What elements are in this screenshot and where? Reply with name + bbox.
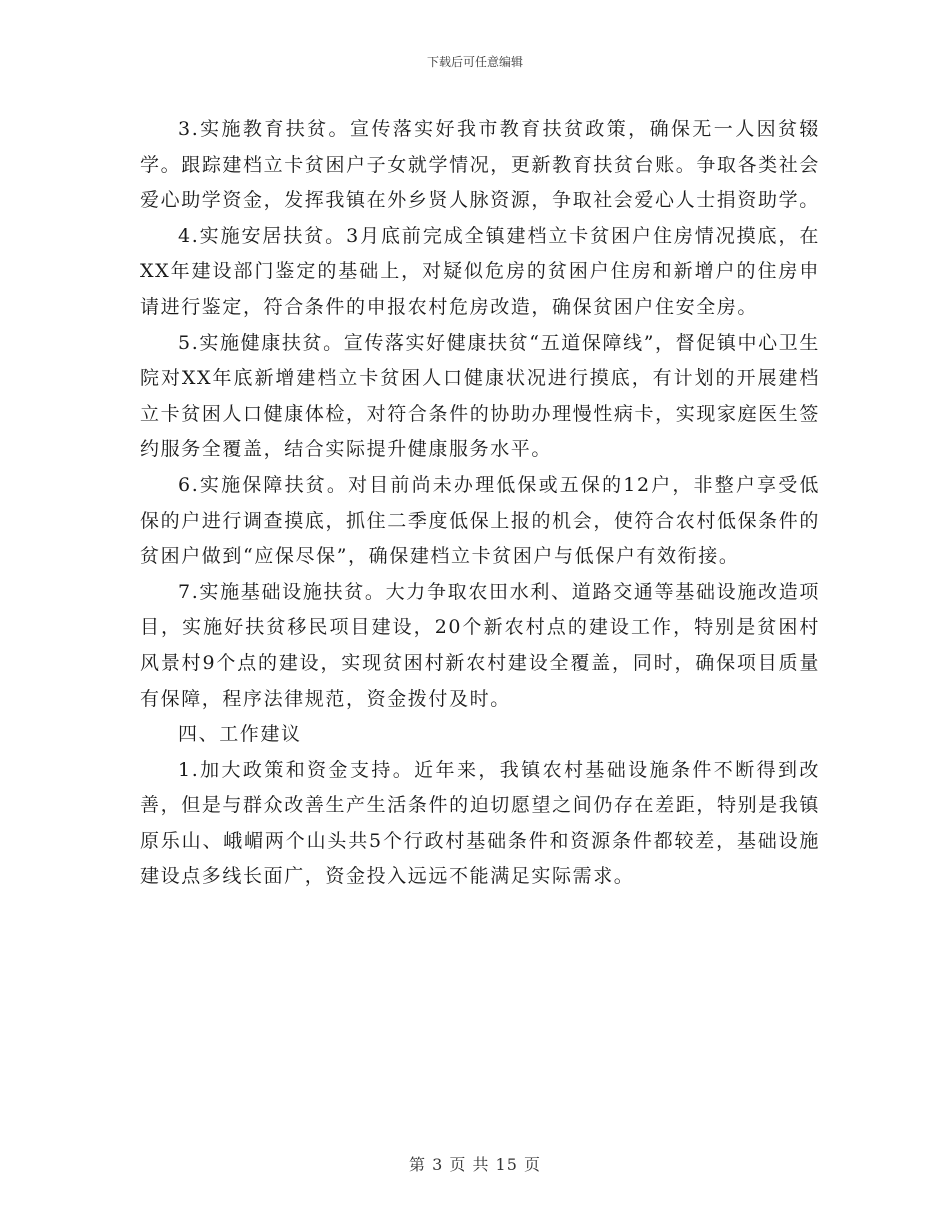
paragraph-housing-poverty-relief: 4.实施安居扶贫。3月底前完成全镇建档立卡贫困户住房情况摸底，在XX年建设部门鉴定的基础上，对疑似危房的贫困户住房和新增户的住房申请进行鉴定，符合条件的申报农村危房改造，确保贫困户住安全房。 [140, 224, 820, 318]
paragraph-security-poverty-relief: 6.实施保障扶贫。对目前尚未办理低保或五保的12户，非整户享受低保的户进行调查摸底，抓住二季度低保上报的机会，使符合农村低保条件的贫困户做到“应保尽保”，确保建档立卡贫困户与低保户有效衔接。 [140, 473, 820, 568]
paragraph-education-poverty-relief: 3.实施教育扶贫。宣传落实好我市教育扶贫政策，确保无一人因贫辍学。跟踪建档立卡贫困户子女就学情况，更新教育扶贫台账。争取各类社会爱心助学资金，发挥我镇在外乡贤人脉资源，争取社会爱心人士捐资助学。 [140, 118, 820, 212]
page-header: 下载后可任意编辑 [426, 55, 523, 69]
paragraph-health-poverty-relief: 5.实施健康扶贫。宣传落实好健康扶贫“五道保障线”，督促镇中心卫生院对XX年底新增建档立卡贫困人口健康状况进行摸底，有计划的开展建档立卡贫困人口健康体检，对符合条件的协助办理慢性病卡，实现家庭医生签约服务全覆盖，结合实际提升健康服务水平。 [140, 331, 820, 461]
page-footer: 第 3 页 共 15 页 [409, 1155, 541, 1174]
paragraph-infrastructure-poverty-relief: 7.实施基础设施扶贫。大力争取农田水利、道路交通等基础设施改造项目，实施好扶贫移民项目建设，20个新农村点的建设工作，特别是贫困村风景村9个点的建设，实现贫困村新农村建设全覆盖，同时，确保项目质量有保障，程序法律规范，资金拨付及时。 [140, 580, 820, 710]
document-body [140, 112, 820, 895]
paragraph-policy-funding-support: 1.加大政策和资金支持。近年来，我镇农村基础设施条件不断得到改善，但是与群众改善生产生活条件的迫切愿望之间仍存在差距，特别是我镇原乐山、峨嵋两个山头共5个行政村基础条件和资源条件都较差，基础设施建设点多线长面广，资金投入远远不能满足实际需求。 [140, 758, 820, 888]
section-heading-work-suggestions: 四、工作建议 [178, 723, 302, 746]
